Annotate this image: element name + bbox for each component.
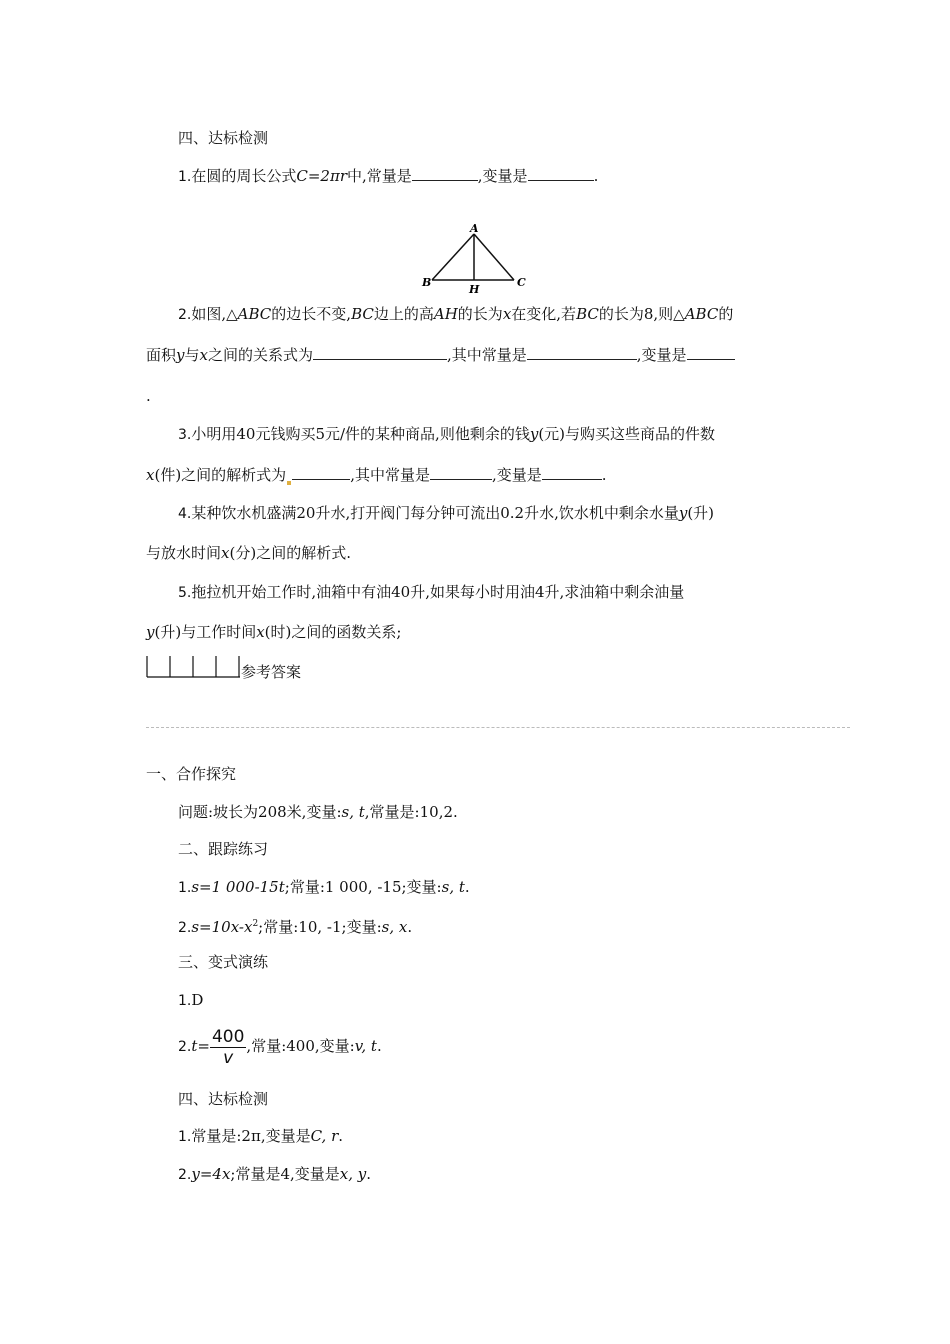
- q2-text: 边上的高: [373, 305, 434, 323]
- answer-section-title: 四、达标检测: [178, 1090, 269, 1108]
- answer-text: 问题:坡长为208米,变量:: [178, 803, 342, 821]
- question-2-line-3: .: [146, 387, 151, 405]
- vertex-label-a: A: [470, 222, 479, 235]
- question-number: 1.: [178, 169, 192, 185]
- answer-vars: v, t: [354, 1037, 377, 1055]
- vertex-label-b: B: [422, 276, 432, 289]
- answer-blank[interactable]: [687, 345, 735, 360]
- question-number: 5.: [178, 585, 192, 601]
- q2-var: BC: [351, 305, 374, 323]
- answer-text: .: [338, 1127, 344, 1145]
- answer-blank[interactable]: [430, 465, 492, 480]
- answer-text: D: [191, 991, 204, 1009]
- triangle-figure: [418, 220, 528, 296]
- q2-var: ABC: [684, 305, 719, 323]
- question-5-line-1: [178, 582, 684, 603]
- q2-var: x: [502, 305, 512, 323]
- q3-text: ,变量是: [491, 466, 542, 484]
- foot-label-h: H: [469, 283, 480, 296]
- answer-line: [178, 990, 203, 1011]
- divider: [146, 727, 850, 728]
- q1-formula: C=2πr: [296, 167, 347, 185]
- q2-text: 的边长不变,: [271, 305, 352, 323]
- answer-text: .: [366, 1165, 372, 1183]
- q4-text: 与放水时间: [146, 544, 222, 562]
- q2-text: 在变化,若: [511, 305, 577, 323]
- answer-text: ;常量:10, -1;变量:: [258, 918, 382, 936]
- q2-text: 与: [184, 346, 200, 364]
- q3-text: (件)之间的解析式为: [154, 466, 287, 484]
- answer-line: [178, 1126, 343, 1147]
- q4-text: (分)之间的解析式.: [229, 544, 351, 562]
- answer-text: .: [376, 1037, 382, 1055]
- answer-section-title: 三、变式演练: [178, 953, 269, 971]
- answer-line: [178, 877, 470, 898]
- fraction-denominator: v: [223, 1047, 234, 1068]
- answer-number: 1.: [178, 993, 192, 1009]
- answer-vars: s, x: [381, 918, 408, 936]
- q2-var: y: [176, 346, 185, 364]
- answer-number: 2.: [178, 1039, 192, 1055]
- q5-text: (时)之间的函数关系;: [264, 623, 402, 641]
- q5-var: x: [256, 623, 265, 641]
- answer-line: [178, 802, 458, 822]
- q2-text: ,变量是: [636, 346, 687, 364]
- question-number: 2.: [178, 307, 192, 323]
- q2-text: 的: [718, 305, 734, 323]
- q2-text: 的长为: [457, 305, 503, 323]
- question-2-line-2: [146, 345, 735, 365]
- q1-text-b: 中,常量是: [347, 167, 412, 185]
- answer-formula: s=10x-x: [191, 918, 253, 936]
- answer-vars: x, y: [339, 1165, 367, 1183]
- mark: [287, 481, 291, 485]
- q3-var: y: [529, 425, 539, 443]
- q2-var: ABC: [237, 305, 272, 323]
- fraction-numerator: 400: [211, 1026, 245, 1047]
- q5-var: y: [146, 623, 155, 641]
- superscript: 2: [252, 919, 259, 929]
- answer-blank[interactable]: [313, 345, 447, 360]
- question-4-line-1: [178, 503, 714, 524]
- answer-section-title: 一、合作探究: [146, 765, 237, 783]
- answer-formula: t=: [191, 1037, 210, 1055]
- q1-text-c: ,变量是: [477, 167, 528, 185]
- q2-text: ,其中常量是: [447, 346, 527, 364]
- answer-number: 1.: [178, 880, 192, 896]
- fraction: [210, 1027, 246, 1068]
- q2-var: AH: [433, 305, 458, 323]
- q2-text: 如图,△: [191, 305, 238, 323]
- answer-blank[interactable]: [527, 345, 637, 360]
- answer-boxes: [146, 656, 240, 678]
- question-5-line-2: [146, 622, 401, 642]
- answer-formula: s=1 000-15t: [191, 878, 285, 896]
- q3-var: x: [146, 466, 155, 484]
- answer-line: [178, 1024, 382, 1068]
- answer-blank[interactable]: [412, 166, 478, 181]
- question-number: 3.: [178, 427, 192, 443]
- question-3-line-1: [178, 424, 715, 445]
- q3-text: .: [601, 466, 607, 484]
- answer-text: .: [407, 918, 413, 936]
- question-4-line-2: [146, 543, 351, 563]
- answer-blank[interactable]: [542, 465, 602, 480]
- vertex-label-c: C: [517, 276, 526, 289]
- q1-text-a: 在圆的周长公式: [191, 167, 297, 185]
- q2-text: 的长为8,则△: [598, 305, 685, 323]
- answer-text: .: [464, 878, 470, 896]
- q3-text: 小明用40元钱购买5元∕件的某种商品,则他剩余的钱: [191, 425, 530, 443]
- answer-formula: y=4x: [191, 1165, 231, 1183]
- q4-var: x: [221, 544, 230, 562]
- q5-text: 拖拉机开始工作时,油箱中有油40升,如果每小时用油4升,求油箱中剩余油量: [191, 583, 685, 601]
- answer-vars: C, r: [310, 1127, 339, 1145]
- answer-vars: s, t: [441, 878, 465, 896]
- answer-vars: s, t: [341, 803, 365, 821]
- answer-blank[interactable]: [292, 465, 350, 480]
- q3-text: ,其中常量是: [350, 466, 430, 484]
- answer-blank[interactable]: [528, 166, 594, 181]
- q4-text: (升): [687, 504, 715, 522]
- question-2-line-1: [178, 304, 733, 325]
- answer-text: ,常量:400,变量:: [246, 1037, 355, 1055]
- answer-text: ;常量是4,变量是: [230, 1165, 340, 1183]
- answer-text: 常量是:2π,变量是: [191, 1127, 311, 1145]
- answer-number: 2.: [178, 920, 192, 936]
- q5-text: (升)与工作时间: [154, 623, 257, 641]
- answer-number: 1.: [178, 1129, 192, 1145]
- answer-line: [178, 1164, 371, 1185]
- q1-text-d: .: [593, 167, 599, 185]
- q4-var: y: [678, 504, 688, 522]
- answers-title: 参考答案: [241, 663, 302, 681]
- question-number: 4.: [178, 506, 192, 522]
- answer-number: 2.: [178, 1167, 192, 1183]
- answer-line: [178, 914, 412, 938]
- answer-text: ,常量是:10,2.: [364, 803, 458, 821]
- answer-section-title: 二、跟踪练习: [178, 840, 269, 858]
- section-title: 四、达标检测: [178, 129, 269, 147]
- q2-var: BC: [576, 305, 599, 323]
- answer-text: ;常量:1 000, -15;变量:: [284, 878, 442, 896]
- q4-text: 某种饮水机盛满20升水,打开阀门每分钟可流出0.2升水,饮水机中剩余水量: [191, 504, 679, 522]
- q3-text: (元)与购买这些商品的件数: [538, 425, 716, 443]
- question-3-line-2: [146, 465, 607, 485]
- q2-text: 之间的关系式为: [207, 346, 313, 364]
- q2-var: x: [199, 346, 208, 364]
- question-1: [178, 166, 598, 187]
- q2-text: 面积: [146, 346, 177, 364]
